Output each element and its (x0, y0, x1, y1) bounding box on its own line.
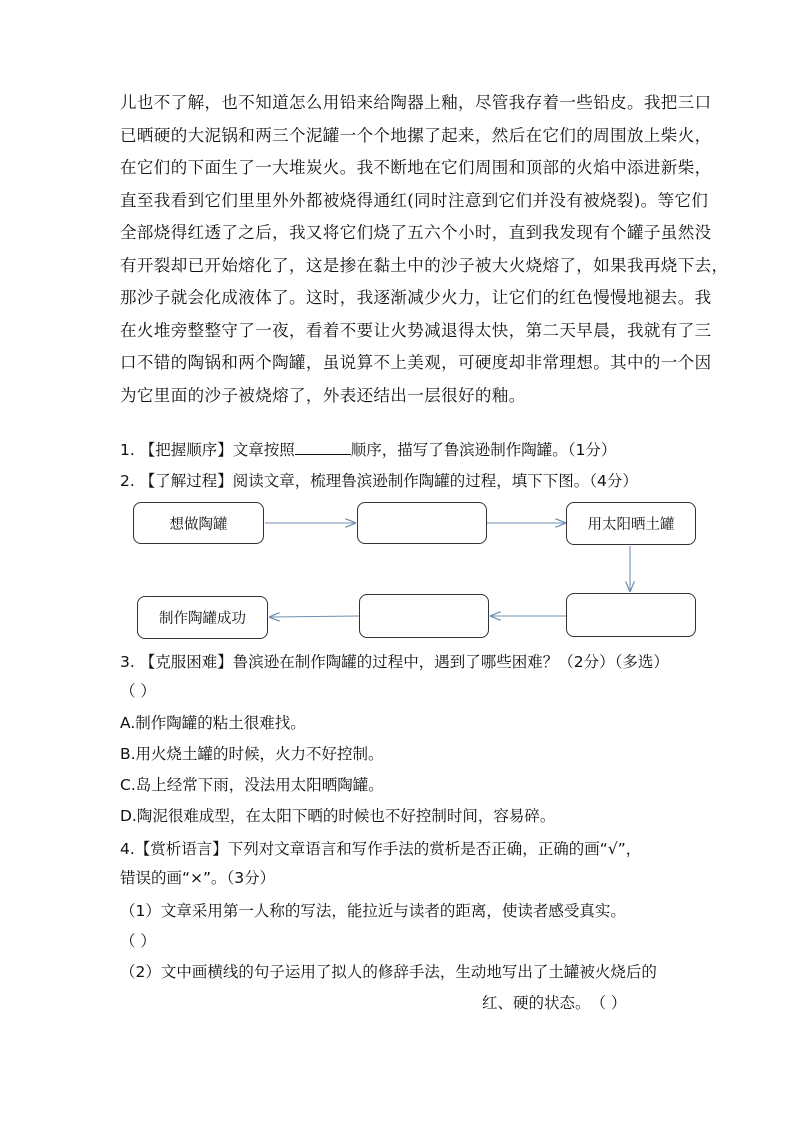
passage-line: 已晒硬的大泥锅和两三个泥罐一个个地摞了起来，然后在它们的周围放上柴火， (120, 125, 712, 145)
passage-line: 为它里面的沙子被烧熔了，外表还结出一层很好的釉。 (120, 385, 526, 405)
arrow-left-2 (270, 616, 359, 617)
flow-box-start-label: 想做陶罐 (169, 516, 228, 533)
flow-box-end-label: 制作陶罐成功 (159, 611, 246, 627)
question-4: 4.【赏析语言】下列对文章语言和写作手法的赏析是否正确，正确的画“√”， (120, 840, 642, 858)
question-4-item-2-tail[interactable]: 红、硬的状态。 （ ） (482, 994, 627, 1012)
passage-line: 直至我看到它们里里外外都被烧得通红(同时注意到它们并没有被烧裂)。等它们 (120, 190, 709, 210)
question-3-answer-paren[interactable]: （ ） (120, 682, 156, 700)
option-c: C.岛上经常下雨，没法用太阳晒陶罐。 (120, 776, 384, 794)
question-1-text-after: 顺序，描写了鲁滨逊制作陶罐。（1分） (350, 441, 617, 459)
question-1-text-before: 1. 【把握顺序】文章按照 (120, 441, 295, 459)
passage-line: 全部烧得红透了之后，我又将它们烧了五六个小时，直到我发现有个罐子虽然没 (120, 223, 712, 242)
question-2: 2. 【了解过程】阅读文章，梳理鲁滨逊制作陶罐的过程，填下下图。（4分） (120, 472, 638, 490)
flow-box-blank-3[interactable] (359, 594, 489, 638)
question-4-line-2: 错误的画“×”。（3分） (120, 869, 276, 887)
flow-box-blank-1[interactable] (357, 502, 487, 544)
flow-box-sun-dry-label: 用太阳晒土罐 (587, 517, 675, 533)
passage-line: 在火堆旁整整守了一夜，看着不要让火势减退得太快，第二天早晨，我就有了三 (120, 320, 712, 340)
flow-box-end (137, 596, 268, 639)
question-4-item-2: （2）文中画横线的句子运用了拟人的修辞手法，生动地写出了土罐被火烧后的 (120, 963, 657, 981)
question-4-item-1: （1）文章采用第一人称的写法，能拉近与读者的距离，使读者感受真实。 (120, 902, 626, 920)
passage-line: 有开裂却已开始熔化了，这是掺在黏土中的沙子被大火烧熔了，如果我再烧下去， (120, 255, 729, 275)
passage-line: 在它们的下面生了一大堆炭火。我不断地在它们周围和顶部的火焰中添进新柴， (120, 158, 712, 177)
flow-box-start (133, 502, 264, 544)
option-d: D.陶泥很难成型，在太阳下晒的时候也不好控制时间，容易碎。 (120, 807, 556, 825)
option-b: B.用火烧土罐的时候，火力不好控制。 (120, 745, 384, 763)
option-a: A.制作陶罐的粘土很难找。 (120, 714, 306, 732)
passage-line: 儿也不了解，也不知道怎么用铅来给陶器上釉，尽管我存着一些铅皮。我把三口 (120, 93, 712, 112)
question-3: 3. 【克服困难】鲁滨逊在制作陶罐的过程中，遇到了哪些困难？（2分）（多选） (120, 653, 669, 671)
passage-line: 那沙子就会化成液体了。这时，我逐渐减少火力，让它们的红色慢慢地褪去。我 (120, 288, 712, 307)
passage-line: 口不错的陶锅和两个陶罐，虽说算不上美观，可硬度却非常理想。其中的一个因 (120, 353, 712, 372)
question-4-item-1-paren[interactable]: （ ） (120, 932, 156, 950)
flow-box-sun-dry (566, 502, 696, 545)
flow-box-blank-2[interactable] (566, 593, 696, 637)
